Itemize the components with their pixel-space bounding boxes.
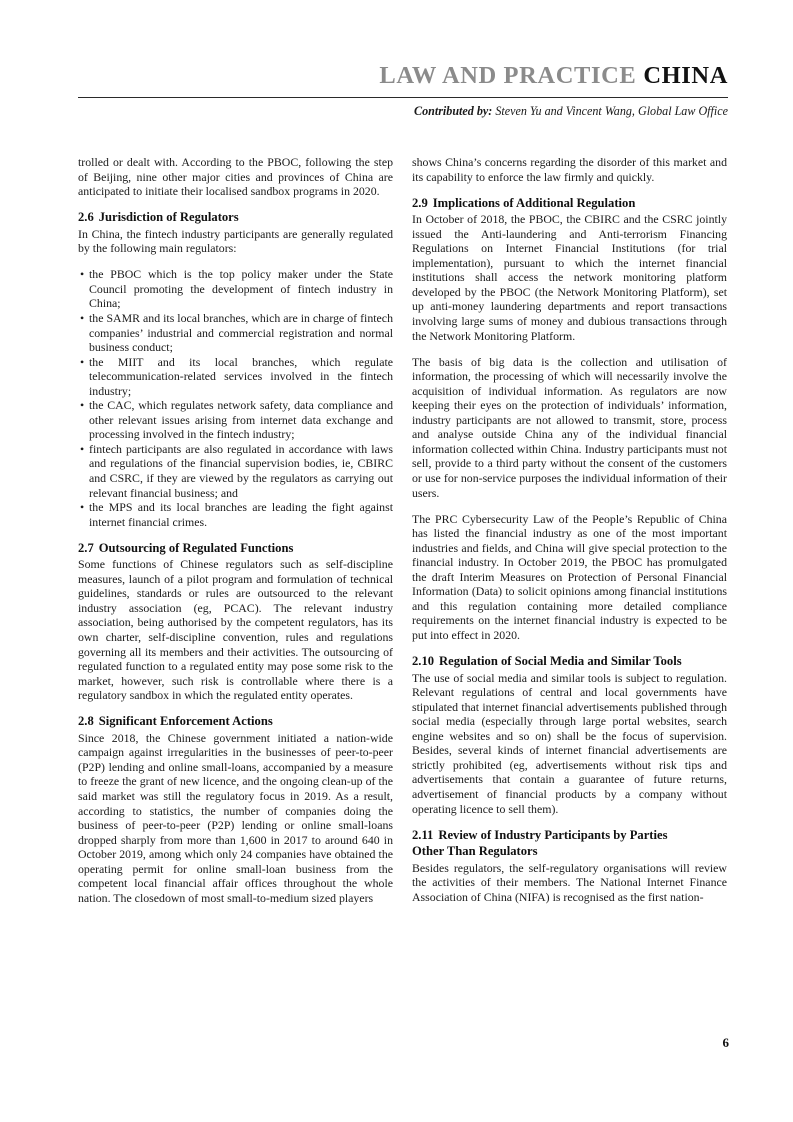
heading-2-11	[412, 828, 727, 844]
heading-2-10-title: Regulation of Social Media and Similar Tools	[439, 654, 682, 668]
heading-2-9	[412, 196, 727, 212]
section-2-10-body: The use of social media and similar tools is subject to regulation. Relevant regulations of central and local governments have stipulated that internet financial advertisements published through social media (especially through large portal websites, search engine websites and so on) shall be the focus of supervision. Besides, several kinds of internet financial advertisements are strictly prohibited (eg, advertisements without risk tips and advertisements that contain a guarantee of future returns, advertisement of financial products by a company without operating licence to sell them).	[412, 670, 727, 816]
heading-2-11-title-line-2: Other Than Regulators	[412, 844, 538, 859]
list-item	[78, 311, 393, 355]
bullet-icon: •	[80, 310, 85, 325]
heading-2-11-continued	[412, 844, 727, 860]
list-item-text: the MIIT and its local branches, which regulate telecommunication-related services involved in the fintech industry;	[89, 354, 393, 398]
section-2-9-paragraph-3: The PRC Cybersecurity Law of the People’s Republic of China has listed the financial industry as one of the most important industries and fields, and China will give special protection to the financial industry. In October 2019, the PBOC has promulgated the draft Interim Measures on Protection of Personal Financial Information (Data) to solicit opinions among financial institutions and this regulation containing more detailed compliance requirements on the internet financial industry is expected to be put into effect in 2020.	[412, 511, 727, 642]
section-2-9-paragraph-1: In October of 2018, the PBOC, the CBIRC and the CSRC jointly issued the Anti-laundering and Anti-terrorism Financing Regulations on Internet Financial Institutions (for trial implementation), pursuant to which the internet financial institutions shall access the network monitoring platform developed by the PBOC (the Network Monitoring Platform), set up anti-money laundering departments and report transactions involving large sums of money and dubious transactions through the Network Monitoring Platform.	[412, 212, 727, 343]
heading-2-11-title-line-1: Review of Industry Participants by Parties	[438, 827, 668, 842]
header-title-practice: LAW AND PRACTICE	[379, 62, 637, 89]
list-item	[78, 500, 393, 529]
contributed-by-names: Steven Yu and Vincent Wang, Global Law Office	[492, 103, 728, 118]
continued-paragraph: shows China’s concerns regarding the disorder of this market and its capability to enforce the law firmly and quickly.	[412, 155, 727, 184]
regulators-list	[78, 267, 393, 529]
right-column	[412, 155, 727, 905]
list-item-text: the SAMR and its local branches, which are in charge of fintech companies’ industrial and commercial registration and normal business conduct;	[89, 310, 393, 355]
heading-2-6	[78, 210, 393, 226]
list-item-text: fintech participants are also regulated in accordance with laws and regulations of the financial supervision bodies, ie, CBIRC and CSRC, if they are viewed by the regulators as carrying out relevant financial business; and	[89, 441, 393, 500]
continued-paragraph: trolled or dealt with. According to the PBOC, following the step of Beijing, nine other major cities and provinces of China are anticipated to initiate their localised sandbox programs in 2020.	[78, 155, 393, 199]
heading-2-10	[412, 654, 727, 670]
list-item-text: the CAC, which regulates network safety, data compliance and other relevant issues arising from internet data exchange and processing involved in the fintech industry;	[89, 398, 393, 442]
heading-2-7-title: Outsourcing of Regulated Functions	[98, 540, 294, 555]
section-2-7-body: Some functions of Chinese regulators such as self-discipline measures, launch of a pilot program and formulation of technical guidelines, standards or rules are outsourced to the relevant industry association (eg, PCAC). The relevant industry association, being authorised by the competent regulators, has its own charter, self-discipline convention, rules and regulations governing all its members and their activities. The outsourcing of regulated function to a regulated entity may pose some risk to the market, however, such risk is controllable where there is a regulatory sandbox in which the regulated entity operates.	[78, 557, 393, 703]
header-contributed-by	[78, 104, 728, 119]
section-2-9-paragraph-2: The basis of big data is the collection and utilisation of information, the processing of which will necessarily involve the acquisition of individual information. As regulators are now keeping their eyes on the protection of individuals’ information, industry participants are not allowed to transmit, store, process and analyse outside China any of the individual financial information collected within China. Industry participants must not sell, provide to a third party without the consent of the customers or use for non-service purposes the individual information of their users.	[412, 354, 727, 500]
heading-2-9-number: 2.9	[412, 195, 428, 210]
bullet-icon: •	[80, 500, 85, 515]
section-2-6-lead: In China, the fintech industry participants are generally regulated by the following main regulators:	[78, 226, 393, 256]
bullet-icon: •	[80, 398, 85, 413]
heading-2-7	[78, 541, 393, 557]
section-2-8-body: Since 2018, the Chinese government initiated a nation-wide campaign against irregularities in the businesses of peer-to-peer (P2P) lending and online small-loans, accompanied by a measure to freeze the grant of new licence, and the ongoing clean-up of the said market was still the regulatory focus in 2019. As a result, according to statistics, the number of companies doing the business of peer-to-peer (P2P) lending or online small-loans dropped sharply from more than 1,600 in 2017 to around 640 in October 2019, among which only 24 companies have obtained the operating permit for online small-loan business from the competent local financial affair offices throughout the whole nation. The closedown of most small-to-medium sized players	[78, 730, 393, 905]
running-header	[78, 64, 728, 119]
list-item-text: the PBOC which is the top policy maker under the State Council promoting the development of fintech industry in China;	[89, 267, 393, 311]
page-number: 6	[722, 1035, 729, 1050]
list-item-text: the MPS and its local branches are leading the fight against internet financial crimes.	[89, 500, 393, 529]
heading-2-10-number: 2.10	[412, 654, 435, 668]
heading-2-7-number: 2.7	[78, 540, 94, 555]
heading-2-6-title: Jurisdiction of Regulators	[98, 210, 239, 225]
header-title	[78, 64, 728, 89]
list-item	[78, 398, 393, 442]
heading-2-8-title: Significant Enforcement Actions	[98, 714, 273, 729]
heading-2-8	[78, 714, 393, 730]
bullet-icon: •	[80, 267, 85, 282]
header-title-country: CHINA	[643, 62, 728, 89]
bullet-icon: •	[80, 441, 85, 456]
list-item	[78, 267, 393, 311]
list-item	[78, 442, 393, 500]
body-columns	[78, 155, 728, 905]
heading-2-6-number: 2.6	[78, 210, 94, 225]
bullet-icon: •	[80, 354, 85, 369]
heading-2-11-number: 2.11	[412, 827, 434, 842]
list-item	[78, 355, 393, 399]
section-2-11-body: Besides regulators, the self-regulatory organisations will review the activities of their members. The National Internet Finance Association of China (NIFA) is recognised as the first nation-	[412, 860, 727, 904]
heading-2-9-title: Implications of Additional Regulation	[432, 195, 636, 210]
left-column	[78, 155, 393, 905]
heading-2-8-number: 2.8	[78, 714, 94, 729]
contributed-by-label: Contributed by:	[414, 103, 493, 118]
header-divider	[78, 97, 728, 98]
